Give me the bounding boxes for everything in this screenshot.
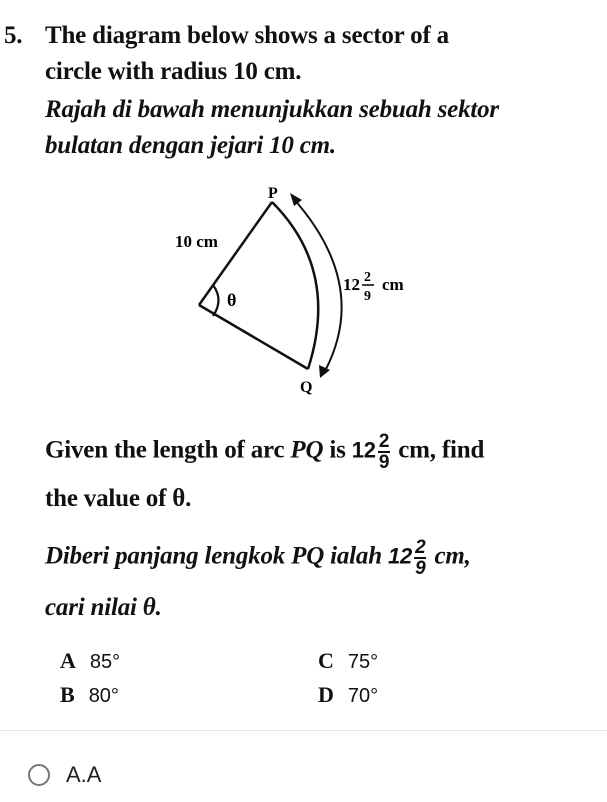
radius-oq [199,305,308,369]
arc-label-whole: 12 [343,275,360,294]
question-text-en-line1: The diagram below shows a sector of a [45,22,449,49]
label-radius: 10 cm [175,232,218,251]
answer-label: A.A [66,762,102,787]
arc-label-den: 9 [364,289,371,304]
given-text-ms-line2: cari nilai θ. [45,594,162,621]
arrow-head-bottom [319,365,330,378]
divider [0,730,607,731]
sector-diagram [0,175,607,435]
question-text-ms-line1: Rajah di bawah menunjukkan sebuah sektor [45,96,499,123]
option-d: D 70° [318,682,379,707]
question-text-en-line2: circle with radius 10 cm. [45,58,302,85]
answer-choice-a[interactable] [28,762,101,788]
given-text-en: Given the length of arc PQ is 12 $\frac{2}{9}$ cm, find [45,431,485,473]
question-text-ms-line2: bulatan dengan jejari 10 cm. [45,132,336,159]
given-text-ms: Diberi panjang lengkok PQ ialah 12 $\frac{2}{9}$ cm, [45,537,471,579]
radio-button[interactable] [28,764,50,786]
label-q: Q [300,379,313,396]
label-p: P [268,185,278,202]
sector-arc [272,202,318,369]
arrow-head-top [290,193,302,206]
option-a: A 85° [60,648,121,673]
option-c: C 75° [318,648,379,673]
label-angle: θ [227,290,237,310]
arc-label-num: 2 [364,270,371,285]
option-b: B 80° [60,682,119,707]
given-text-en-line2: the value of θ. [45,485,192,512]
angle-marker [213,285,219,316]
question-number: 5. [4,22,23,49]
arc-label-unit: cm [382,275,404,294]
